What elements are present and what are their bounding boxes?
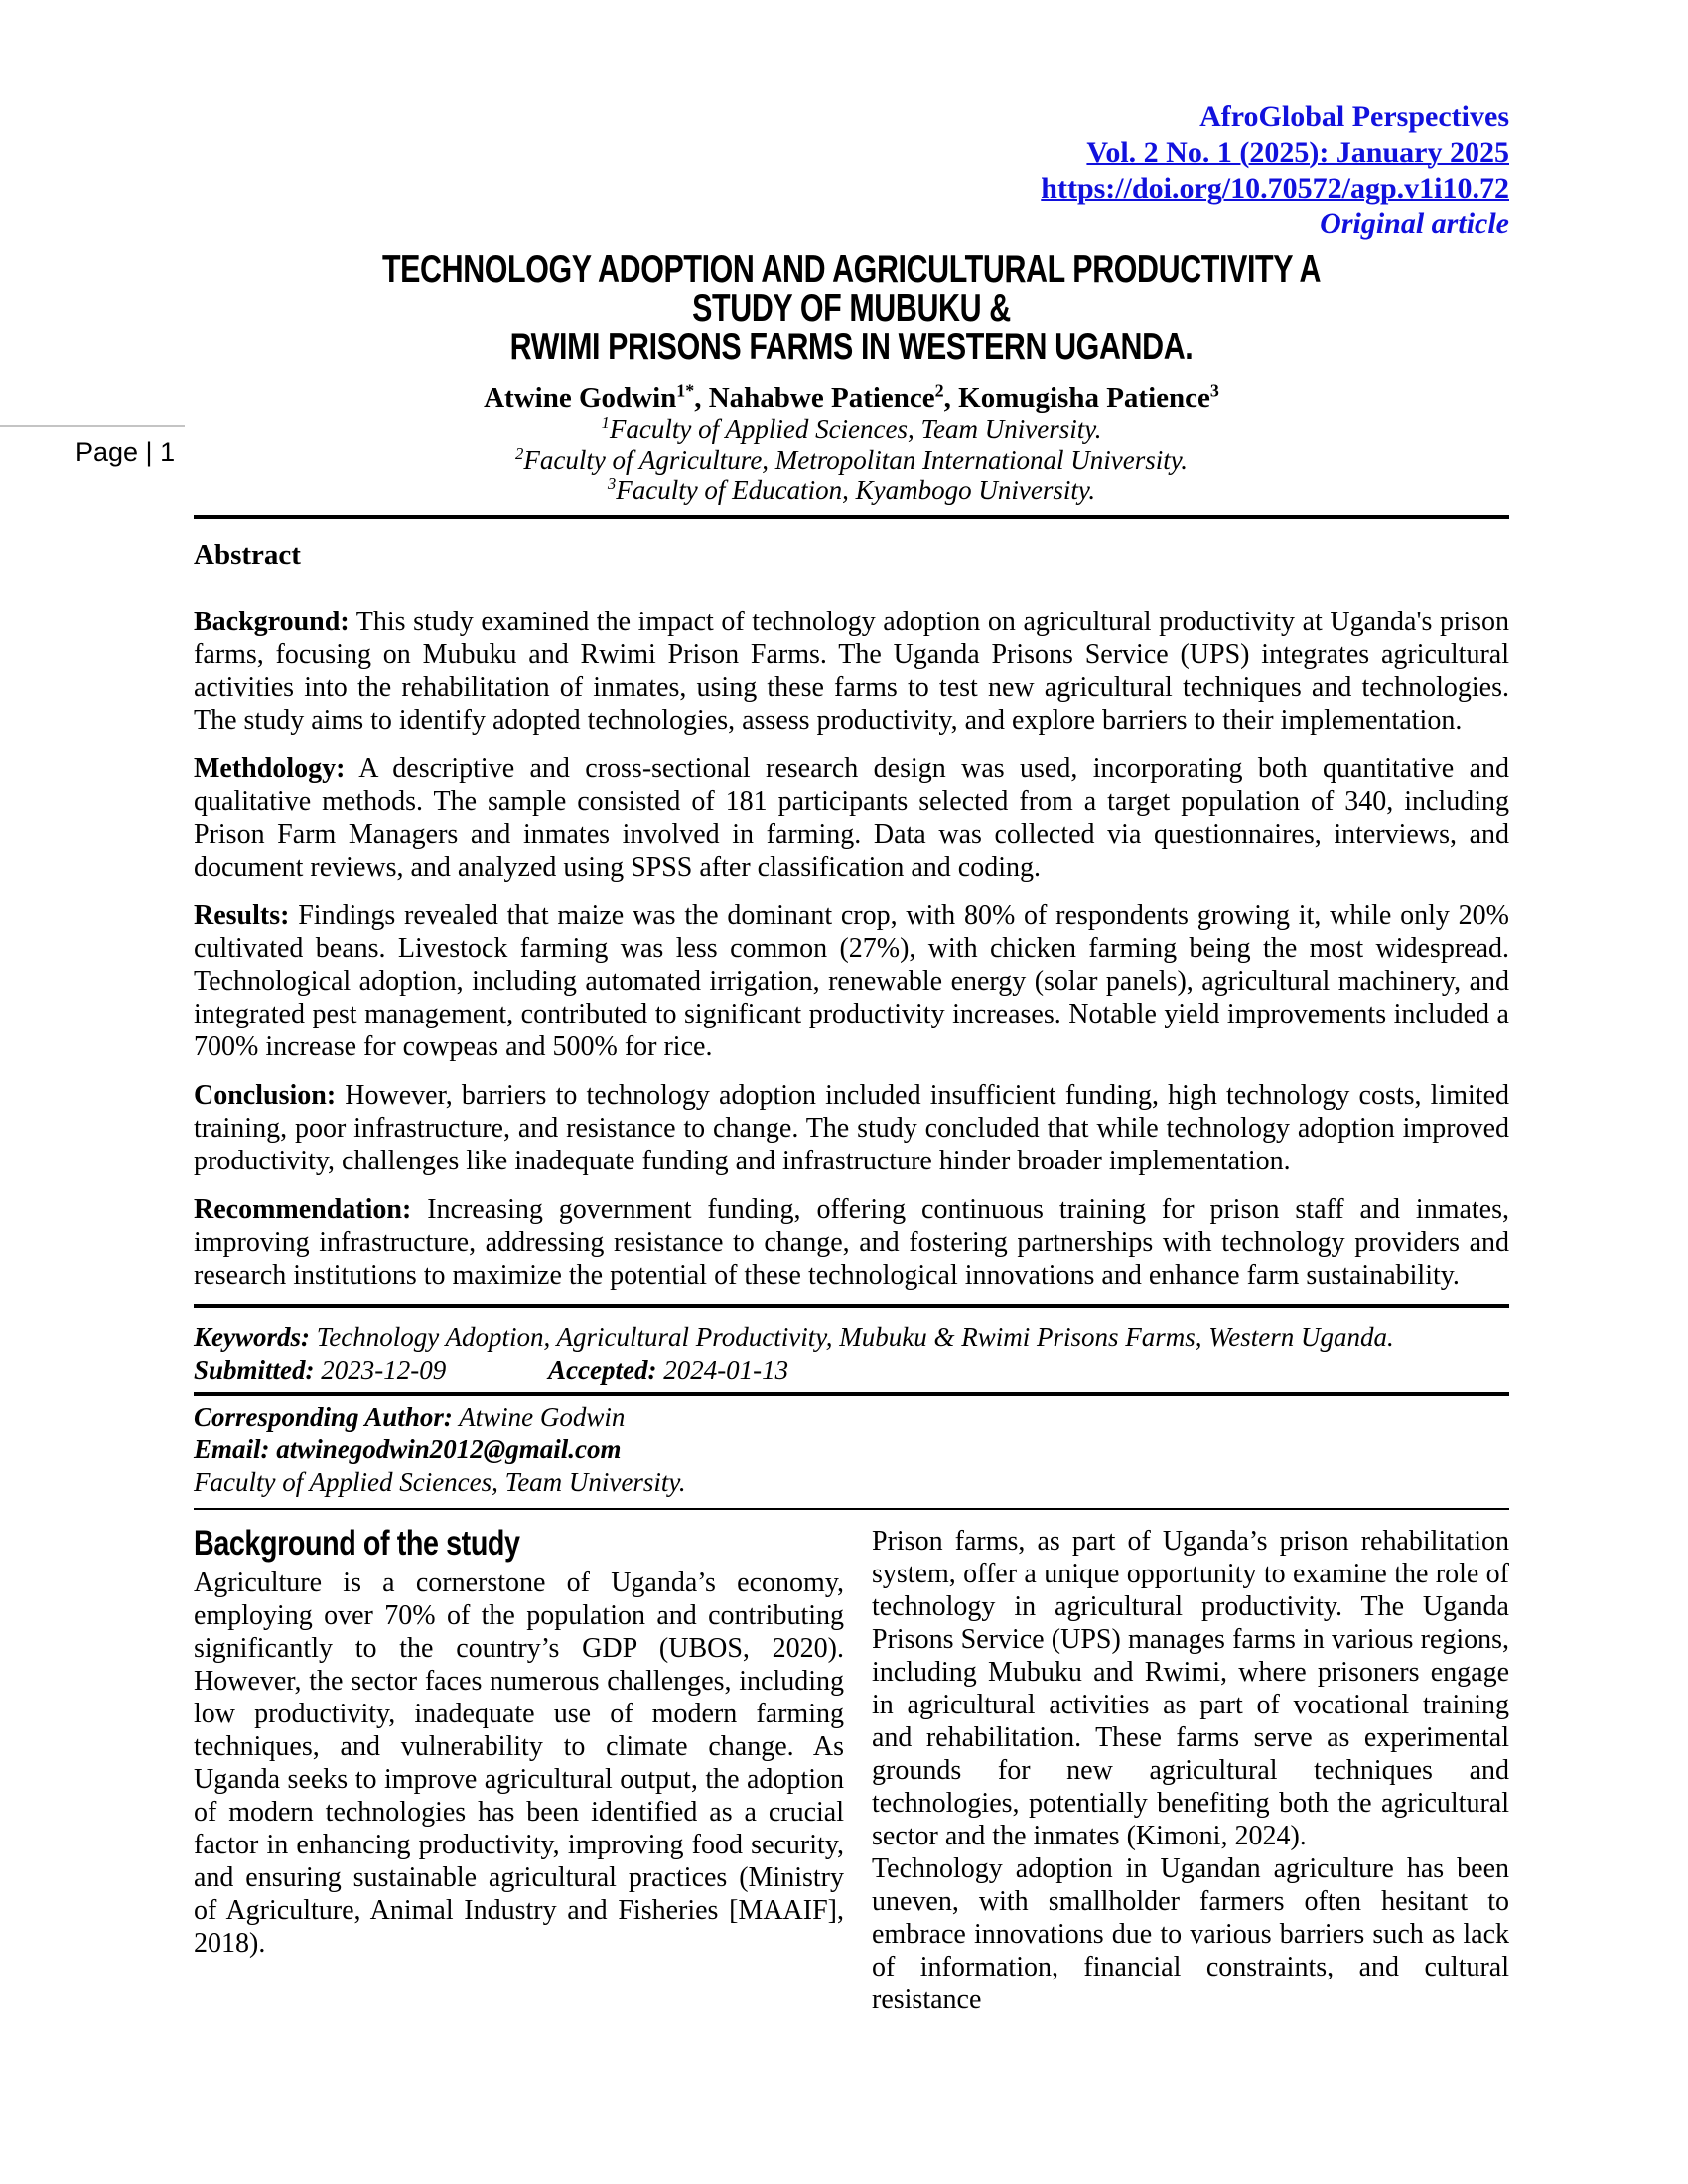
article-page-content [194,0,1509,2016]
authors-line: Atwine Godwin$^{1*}$, Nahabwe Patience$^2$, Komugisha Patience$^3$ [484,380,1219,414]
affiliations-list [194,414,1509,506]
abstract-section-label: Background: [194,607,350,637]
author-name: Atwine Godwin [484,382,677,414]
email-address: atwinegodwin2012@gmail.com [269,1434,622,1464]
divider-below-dates [194,1392,1509,1396]
divider-below-affiliations [194,515,1509,519]
article-type-label: Original article [1320,207,1509,240]
article-title-text: TECHNOLOGY ADOPTION AND AGRICULTURAL PRODUCTIVITY A STUDY OF MUBUKU & RWIMI PRISONS FARMS IN WESTERN UGANDA. [381,248,1322,368]
keywords-label: Keywords: [194,1322,310,1352]
background-paragraph: Agriculture is a cornerstone of Uganda’s economy, employing over 70% of the population and contributing significantly to the country’s GDP (UBOS, 2020). However, the sector faces numerous challenges, including low productivity, inadequate use of modern farming techniques, and vulnerability to climate change. As Uganda seeks to improve agricultural output, the adoption of modern technologies has been identified as a crucial factor in enhancing productivity, improving food security, and ensuring sustainable agricultural practices (Ministry of Agriculture, Animal Industry and Fisheries [MAAIF], 2018). [194,1568,844,1959]
corresponding-author-line: Corresponding Author: Atwine Godwin [194,1402,626,1432]
abstract-recommendation-paragraph: Recommendation: Increasing government funding, offering continuous training for prison staff and inmates, improving infrastructure, addressing resistance to change, and fostering partnerships with technology providers and research institutions to maximize the potential of these technological innovations and enhance farm sustainability. [194,1194,1510,1291]
abstract-methodology-paragraph: Methdology: A descriptive and cross-sectional research design was used, incorporating both quantitative and qualitative methods. The sample consisted of 181 participants selected from a target population of 340, including Prison Farm Managers and inmates involved in farming. Data was collected via questionnaires, interviews, and document reviews, and analyzed using SPSS after classification and coding. [194,753,1509,883]
abstract-section-label: Recommendation: [194,1194,412,1225]
journal-name: AfroGlobal Perspectives [1199,100,1509,133]
journal-header [194,99,1509,242]
abstract-results-paragraph: Results: Findings revealed that maize was the dominant crop, with 80% of respondents growing it, while only 20% cultivated beans. Livestock farming was less common (27%), with chicken farming being the most widespread. Technological adoption, including automated irrigation, renewable energy (solar panels), agricultural machinery, and integrated pest management, contributed to significant productivity increases. Notable yield improvements included a 700% increase for cowpeas and 500% for rice. [194,900,1510,1062]
email-line: Email: atwinegodwin2012@gmail.com [194,1434,622,1464]
submitted-date: Submitted: 2023-12-09 [194,1355,447,1385]
abstract-background-paragraph: Background: This study examined the impact of technology adoption on agricultural productivity at Uganda's prison farms, focusing on Mubuku and Rwimi Prison Farms. The Uganda Prisons Service (UPS) integrates agricultural activities into the rehabilitation of inmates, using these farms to test new agricultural techniques and technologies. The study aims to identify adopted technologies, assess productivity, and explore barriers to their implementation. [194,607,1509,736]
technology-adoption-paragraph: Technology adoption in Ugandan agriculture has been uneven, with smallholder farmers often hesitant to embrace innovations due to various barriers such as lack of information, financial constraints, and cultural resistance [872,1853,1509,2015]
keywords-line: Keywords: Technology Adoption, Agricultural Productivity, Mubuku & Rwimi Prisons Farms, Western Uganda. [194,1322,1394,1352]
abstract-section-label: Conclusion: [194,1080,337,1111]
accepted-date: Accepted: 2024-01-13 [548,1355,789,1385]
abstract-section-label: Methdology: [194,753,346,784]
corresponding-author-block [194,1401,1509,1499]
page-number-text: Page | 1 [75,437,176,467]
abstract-heading: Abstract [194,539,301,571]
background-section-heading: Background of the study [194,1524,520,1563]
affiliation-line: $^3$Faculty of Education, Kyambogo University. [607,475,1096,505]
right-column [872,1525,1509,2016]
affiliation-line: $^1$Faculty of Applied Sciences, Team University. [601,413,1102,444]
abstract-section-label: Results: [194,900,290,931]
abstract-conclusion-paragraph: Conclusion: However, barriers to technology adoption included insufficient funding, high technology costs, limited training, poor infrastructure, and resistance to change. The study concluded that while technology adoption improved productivity, challenges like inadequate funding and infrastructure hinder broader implementation. [194,1080,1510,1176]
author-affil-marker: 2 [934,380,944,401]
dates-line [194,1354,1509,1387]
doi-link[interactable]: https://doi.org/10.70572/agp.v1i10.72 [1041,172,1509,205]
left-column [194,1525,844,2016]
prison-farms-paragraph: Prison farms, as part of Uganda’s prison rehabilitation system, offer a unique opportunity to examine the role of technology in agricultural productivity. The Uganda Prisons Service (UPS) manages farms in various regions, including Mubuku and Rwimi, where prisoners engage in agricultural activities as part of vocational training and rehabilitation. These farms serve as experimental grounds for new agricultural techniques and technologies, potentially benefiting both the agricultural sector and the inmates (Kimoni, 2024). [872,1526,1509,1851]
article-body-columns [194,1525,1509,2016]
author-name: Komugisha Patience [958,382,1210,414]
divider-below-corresponding [194,1508,1509,1510]
divider-above-keywords [194,1304,1509,1308]
corresponding-affiliation-line: Faculty of Applied Sciences, Team University. [194,1467,686,1497]
author-affil-marker: 1* [676,380,695,401]
affiliation-line: $^2$Faculty of Agriculture, Metropolitan International University. [514,444,1189,475]
volume-issue-link[interactable]: Vol. 2 No. 1 (2025): January 2025 [1086,136,1509,169]
author-affil-marker: 3 [1209,380,1219,401]
article-title [194,250,1509,366]
author-name: Nahabwe Patience [708,382,935,414]
page-number-marker [0,425,185,468]
